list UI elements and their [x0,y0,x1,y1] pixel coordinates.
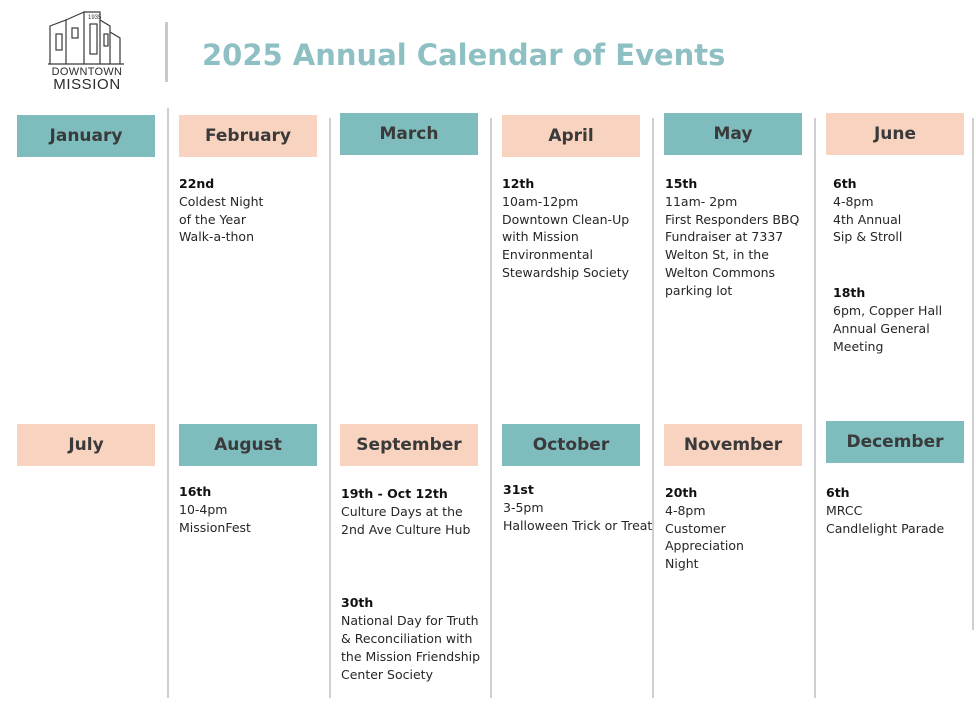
event-line: National Day for Truth [341,613,479,629]
event [341,594,491,683]
month-header-march [340,113,478,155]
month-name: November [683,435,783,455]
event-line: the Mission Friendship [341,648,481,664]
event-line: Fundraiser at 7337 [665,229,784,245]
event-line: 10-4pm [179,501,228,517]
event-date: 6th [826,485,850,500]
events-april [502,175,652,296]
event-line: Night [665,556,699,572]
event-date: 19th - Oct 12th [341,486,448,501]
event [826,484,976,537]
event [833,175,976,246]
month-header-april [502,115,640,157]
event-line: Stewardship Society [502,264,629,280]
event-date: 22nd [179,176,215,191]
month-header-january [17,115,155,157]
month-name: April [548,126,594,146]
month-name: May [713,124,753,144]
page-title: 2025 Annual Calendar of Events [202,38,726,72]
events-may [665,175,815,314]
month-name: December [846,432,944,452]
column-divider [652,118,654,698]
event-line: & Reconciliation with [341,630,473,646]
month-header-june [826,113,964,155]
event-line: of the Year [179,211,246,227]
event-line: parking lot [665,282,733,298]
svg-text:1935: 1935 [88,15,102,21]
event [341,485,491,538]
month-name: February [204,126,292,146]
event-date: 20th [665,485,698,500]
month-name: January [49,126,123,146]
month-name: August [214,435,282,455]
event-date: 16th [179,484,212,499]
event-line: MissionFest [179,519,251,535]
event-line: Halloween Trick or Treat [503,517,653,533]
event-line: Welton Commons [665,264,776,280]
event-line: 4th Annual [833,211,902,227]
event-date: 15th [665,176,698,191]
event [665,484,815,573]
event-line: 4-8pm [665,502,706,518]
month-name: July [68,435,104,455]
event [179,175,329,246]
column-divider [167,108,169,698]
event-line: Center Society [341,666,433,682]
event-line: Walk-a-thon [179,229,255,245]
event-line: MRCC [826,502,863,518]
event [833,284,976,355]
event-line: Candlelight Parade [826,520,945,536]
event-line: Sip & Stroll [833,229,903,245]
event-line: 10am-12pm [502,193,579,209]
month-name: September [356,435,462,455]
event-line: Coldest Night [179,193,264,209]
event [503,481,653,534]
month-name: October [532,435,610,455]
event [665,175,815,300]
month-name: June [873,124,917,144]
month-header-september [340,424,478,466]
event [179,483,329,536]
event [502,175,652,282]
event-line: Culture Days at the [341,503,463,519]
column-divider [329,118,331,698]
events-december [826,484,976,551]
event-line: Downtown Clean-Up [502,211,630,227]
logo-text-downtown: DOWNTOWN [51,66,123,78]
events-june [833,175,976,369]
month-header-july [17,424,155,466]
event-line: 6pm, Copper Hall [833,302,943,318]
event-date: 18th [833,285,866,301]
event-line: 4-8pm [833,193,874,209]
event-line: Welton St, in the [665,247,769,263]
event-line: Customer [665,520,726,536]
events-february [179,175,329,260]
event-line: 3-5pm [503,499,544,515]
events-november [665,484,815,587]
month-header-october [502,424,640,466]
month-header-december [826,421,964,463]
event-line: Environmental [502,247,593,263]
month-header-may [664,113,802,155]
event-line: Meeting [833,338,884,354]
month-header-august [179,424,317,466]
event-line: 11am- 2pm [665,193,738,209]
event-line: Annual General [833,320,930,336]
events-october [503,481,653,548]
event-line: Appreciation [665,538,744,554]
header-divider [165,22,168,82]
month-name: March [379,124,439,144]
event-date: 31st [503,482,534,497]
event-date: 12th [502,176,535,191]
event-line: 2nd Ave Culture Hub [341,521,471,537]
events-september [341,485,491,697]
event-line: with Mission [502,229,579,245]
event-date: 6th [833,176,857,191]
month-header-november [664,424,802,466]
events-august [179,483,329,550]
logo-text-mission: MISSION [53,76,121,93]
event-date: 30th [341,595,374,611]
month-header-february [179,115,317,157]
event-line: First Responders BBQ [665,211,800,227]
